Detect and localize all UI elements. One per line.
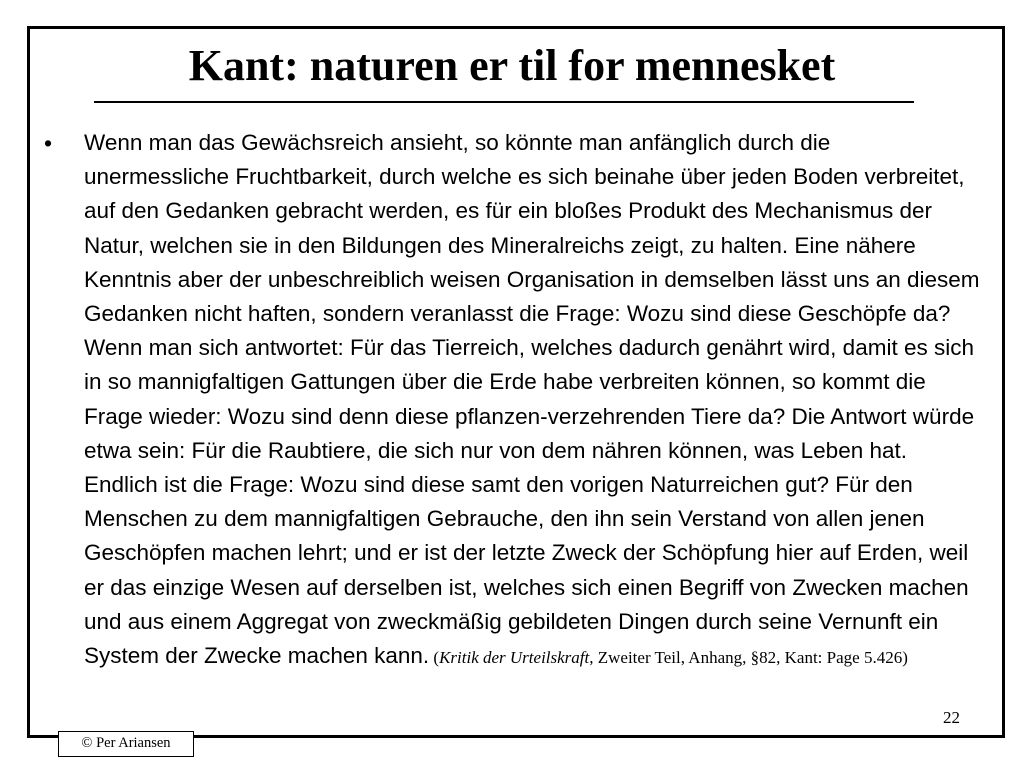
citation-details: , Zweiter Teil, Anhang, §82, Kant: Page 5.426) [589, 648, 908, 668]
slide-title: Kant: naturen er til for mennesket [188, 41, 836, 90]
bullet-item [40, 126, 980, 675]
page-number: 22 [943, 708, 960, 727]
citation-work-title: Kritik der Urteilskraft [439, 648, 590, 668]
bullet-icon: • [44, 130, 53, 156]
slide-body [40, 126, 980, 675]
citation [429, 648, 908, 667]
quote-text [84, 126, 980, 675]
quote-body: Wenn man das Gewächsreich ansieht, so könnte man anfänglich durch die unermessliche Fruchtbarkeit, durch welche es sich beinahe über jeden Boden verbreitet, auf den Gedanken gebracht werden, es für ein bloßes Produkt des Mechanismus der Natur, welchen sie in den Bildungen des Mineralreichs zeigt, zu halten. Eine nähere Kenntnis aber der unbeschreiblich weisen Organisation in demselben lässt uns an diesem Gedanken nicht haften, sondern veranlasst die Frage: Wozu sind diese Geschöpfe da? Wenn man sich antwortet: Für das Tierreich, welches dadurch genährt wird, damit es sich in so mannigfaltigen Gattungen über die Erde habe verbreiten können, so kommt die Frage wieder: Wozu sind denn diese pflanzen-verzehrenden Tiere da? Die Antwort würde etwa sein: Für die Raubtiere, die sich nur von dem nähren können, was Leben hat. Endlich ist die Frage: Wozu sind diese samt den vorigen Naturreichen gut? Für den Menschen zu dem mannigfaltigen Gebrauche, den ihn sein Verstand von allen jenen Geschöpfen machen lehrt; und er ist der letzte Zweck der Schöpfung hier auf Erden, weil er das einzige Wesen auf derselben ist, welches sich einen Begriff von Zwecken machen und aus einem Aggregat von zweckmäßig gebildeten Dingen durch seine Vernunft ein System der Zwecke machen kann. [84, 130, 980, 669]
citation-open: ( [429, 648, 440, 668]
copyright-notice: © Per Ariansen [58, 731, 194, 757]
title-underline [94, 101, 914, 103]
